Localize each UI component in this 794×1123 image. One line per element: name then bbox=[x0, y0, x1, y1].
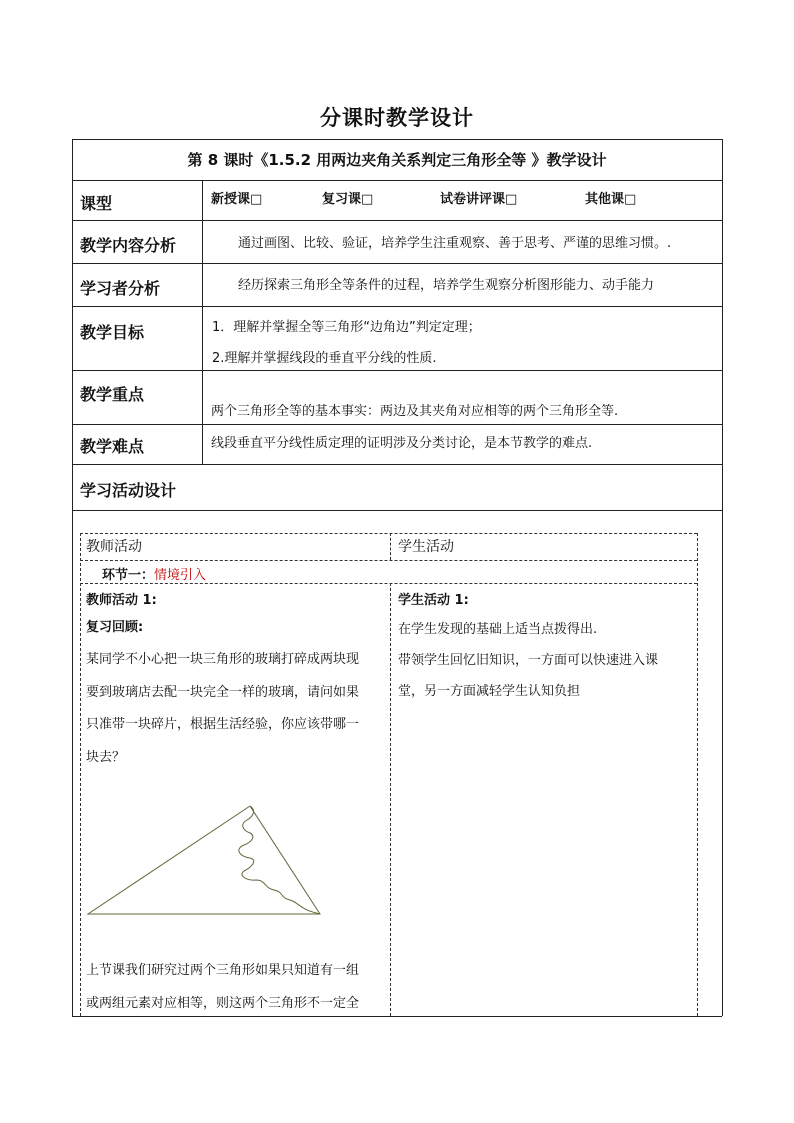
segment-heading bbox=[102, 564, 206, 583]
goals-label: 教学目标 bbox=[80, 323, 145, 342]
row-divider bbox=[72, 180, 722, 181]
row-divider bbox=[72, 220, 722, 221]
goal-item: 1．理解并掌握全等三角形“边角边”判定定理； bbox=[212, 320, 481, 335]
paragraph-line: 带领学生回忆旧知识，一方面可以快速进入课 bbox=[398, 653, 659, 668]
paragraph-line: 只准带一块碎片，根据生活经验，你应该带哪一 bbox=[86, 717, 360, 732]
learner-analysis-label: 学习者分析 bbox=[80, 279, 161, 298]
difficulties-label: 教学难点 bbox=[80, 437, 145, 456]
paragraph-line: 在学生发现的基础上适当点拨得出. bbox=[398, 622, 598, 637]
row-divider bbox=[72, 306, 722, 307]
page-title: 分课时教学设计 bbox=[320, 106, 474, 130]
table-border-top bbox=[72, 139, 722, 140]
learner-analysis-text: 经历探索三角形全等条件的过程，培养学生观察分析图形能力、动手能力 bbox=[238, 278, 655, 293]
inner-row-divider bbox=[80, 583, 697, 584]
key-points-text: 两个三角形全等的基本事实：两边及其夹角对应相等的两个三角形全等. bbox=[211, 404, 619, 419]
table-border-left bbox=[72, 139, 73, 1016]
broken-triangle-figure bbox=[84, 800, 329, 920]
inner-table-top bbox=[80, 533, 697, 534]
inner-table-left bbox=[80, 533, 81, 1016]
lesson-heading: 第 8 课时《1.5.2 用两边夹角关系判定三角形全等 》教学设计 bbox=[187, 151, 607, 169]
paragraph-line: 上节课我们研究过两个三角形如果只知道有一组 bbox=[86, 963, 360, 978]
option-other-lesson[interactable]: 其他课□ bbox=[585, 192, 637, 207]
row-divider bbox=[72, 464, 722, 465]
row-divider bbox=[72, 263, 722, 264]
paragraph-line: 块去？ bbox=[86, 749, 126, 765]
inner-table-right bbox=[697, 533, 698, 1016]
inner-row-divider bbox=[80, 560, 697, 561]
teacher-activity-header: 教师活动 bbox=[86, 539, 142, 555]
student-activity-title: 学生活动 1: bbox=[398, 593, 469, 608]
teacher-closing-paragraph bbox=[86, 955, 359, 1020]
difficulties-text: 线段垂直平分线性质定理的证明涉及分类讨论，是本节教学的难点. bbox=[211, 436, 593, 451]
paragraph-line: 某同学不小心把一块三角形的玻璃打碎成两块现 bbox=[86, 652, 360, 667]
course-type-label: 课型 bbox=[80, 194, 113, 213]
teacher-activity-title: 教师活动 1: bbox=[86, 593, 157, 608]
row-divider bbox=[72, 510, 722, 511]
activity-design-label: 学习活动设计 bbox=[80, 481, 177, 500]
table-border-right bbox=[722, 139, 723, 1016]
student-activity-header: 学生活动 bbox=[398, 539, 454, 555]
option-new-lesson[interactable]: 新授课□ bbox=[211, 192, 263, 207]
inner-column-divider bbox=[390, 533, 391, 560]
key-points-label: 教学重点 bbox=[80, 385, 145, 404]
segment-name: 情境引入 bbox=[154, 568, 207, 583]
row-divider bbox=[72, 370, 722, 371]
break-line bbox=[239, 806, 320, 914]
paragraph-line: 或两组元素对应相等，则这两个三角形不一定全 bbox=[86, 995, 360, 1011]
goal-item: 2.理解并掌握线段的垂直平分线的性质. bbox=[212, 351, 437, 366]
row-divider bbox=[72, 424, 722, 425]
column-divider bbox=[202, 180, 203, 464]
review-subtitle: 复习回顾: bbox=[86, 620, 144, 635]
content-analysis-text: 通过画图、比较、验证，培养学生注重观察、善于思考、严谨的思维习惯。. bbox=[238, 236, 672, 251]
inner-column-divider bbox=[390, 583, 391, 1016]
paragraph-line: 堂，另一方面减轻学生认知负担 bbox=[398, 684, 581, 699]
option-exam-review-lesson[interactable]: 试卷讲评课□ bbox=[440, 192, 518, 207]
student-activity-paragraph bbox=[398, 614, 658, 707]
paragraph-line: 要到玻璃店去配一块完全一样的玻璃，请问如果 bbox=[86, 684, 360, 700]
teacher-question-paragraph bbox=[86, 644, 359, 774]
segment-prefix: 环节一： bbox=[102, 568, 155, 583]
content-analysis-label: 教学内容分析 bbox=[80, 236, 177, 255]
option-review-lesson[interactable]: 复习课□ bbox=[322, 192, 374, 207]
